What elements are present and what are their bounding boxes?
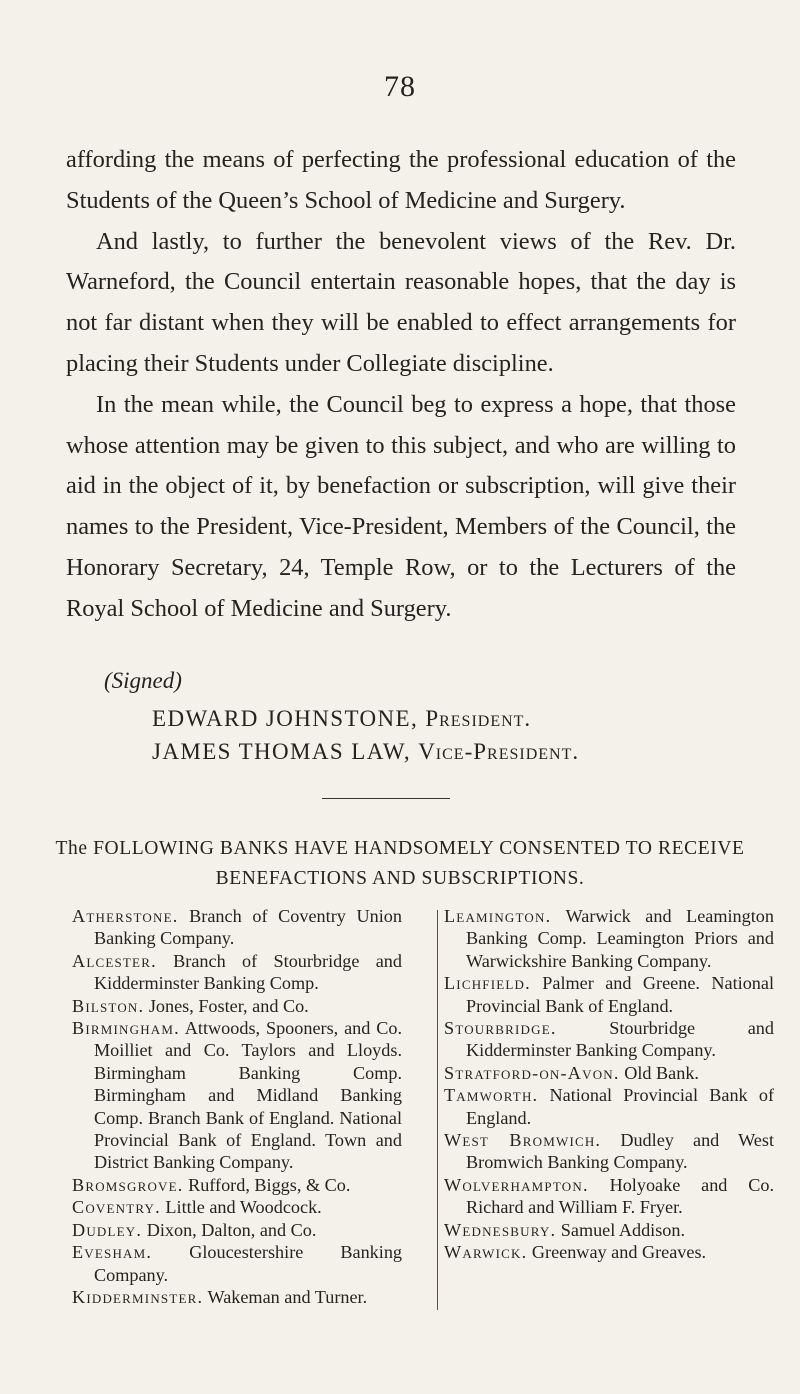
bank-entry bbox=[72, 1241, 402, 1286]
bank-text: Attwoods, Spooners, and Co. Moilliet and Co. Taylors and Lloyds. Birmingham Banking Comp. Birmingham and Midland Banking Comp. Branch Bank of England. National Provincial Bank of England. Town and District Banking Company. bbox=[94, 1018, 402, 1173]
paragraph-3: In the mean while, the Council beg to express a hope, that those whose attention may be given to this subject, and who are willing to aid in the object of it, by benefaction or subscription, will give their names to the President, Vice-President, Members of the Council, the Honorary Secretary, 24, Temple Row, or to the Lecturers of the Royal School of Medicine and Surgery. bbox=[66, 390, 736, 622]
bank-entry bbox=[72, 950, 402, 995]
bank-place: West Bromwich. bbox=[444, 1130, 602, 1151]
bank-place: Kidderminster. bbox=[72, 1286, 204, 1307]
bank-text: Old Bank. bbox=[624, 1062, 699, 1083]
paragraph-2: And lastly, to further the benevolent views of the Rev. Dr. Warneford, the Council entertain reasonable hopes, that the day is not far distant when they will be enabled to effect arrangements for placing their Students under Collegiate discipline. bbox=[66, 227, 736, 377]
bank-place: Lichfield. bbox=[444, 973, 531, 994]
bank-entry bbox=[72, 905, 402, 950]
bank-place: Warwick. bbox=[444, 1242, 528, 1263]
bank-text: Branch of Stourbridge and Kidderminster Banking Comp. bbox=[94, 950, 402, 994]
signatory-name: EDWARD JOHNSTONE, bbox=[152, 706, 419, 731]
signatory-title: Vice-President. bbox=[418, 739, 580, 764]
bank-text: Holyoake and Co. Richard and William F. Fryer. bbox=[466, 1174, 774, 1218]
bank-entry bbox=[444, 1062, 774, 1084]
bank-place: Evesham. bbox=[72, 1242, 153, 1263]
signed-label: (Signed) bbox=[104, 668, 182, 693]
bank-place: Stratford-on-Avon. bbox=[444, 1062, 620, 1083]
column-divider bbox=[437, 910, 438, 1310]
bank-entry bbox=[72, 1017, 402, 1174]
bank-place: Bilston. bbox=[72, 995, 145, 1016]
bank-text: Stourbridge and Kidderminster Banking Company. bbox=[466, 1018, 774, 1061]
banks-left-column bbox=[72, 905, 402, 1308]
bank-place: Dudley. bbox=[72, 1219, 143, 1240]
bank-text: Dudley and West Bromwich Banking Company. bbox=[466, 1130, 774, 1173]
bank-place: Coventry. bbox=[72, 1197, 161, 1218]
bank-entry bbox=[444, 972, 774, 1017]
bank-text: Little and Woodcock. bbox=[165, 1197, 322, 1218]
bank-entry bbox=[72, 1286, 402, 1308]
bank-text: Greenway and Greaves. bbox=[531, 1242, 707, 1263]
bank-place: Stourbridge. bbox=[444, 1018, 557, 1039]
bank-place: Wednesbury. bbox=[444, 1219, 557, 1240]
bank-place: Birmingham. bbox=[72, 1018, 180, 1039]
bank-entry bbox=[444, 1084, 774, 1129]
bank-text: Wakeman and Turner. bbox=[207, 1286, 368, 1307]
signatory-title: President. bbox=[425, 706, 532, 731]
bank-place: Atherstone. bbox=[72, 906, 179, 926]
bank-entry bbox=[72, 1196, 402, 1218]
bank-place: Bromsgrove. bbox=[72, 1174, 184, 1195]
page-number: 78 bbox=[384, 70, 416, 103]
banks-right-column bbox=[444, 905, 774, 1264]
bank-place: Alcester. bbox=[72, 950, 157, 971]
bank-text: Dixon, Dalton, and Co. bbox=[146, 1219, 317, 1240]
bank-entry bbox=[444, 1129, 774, 1174]
body-text bbox=[66, 140, 736, 630]
signatory-president bbox=[152, 706, 531, 732]
bank-entry bbox=[444, 1017, 774, 1062]
bank-text: Gloucestershire Banking Company. bbox=[94, 1242, 403, 1285]
banks-heading: The FOLLOWING BANKS HAVE HANDSOMELY CONSENTED TO RECEIVE BENEFACTIONS AND SUBSCRIPTIONS. bbox=[55, 838, 745, 889]
section-divider bbox=[322, 798, 450, 799]
bank-entry bbox=[72, 1219, 402, 1241]
bank-place: Leamington. bbox=[444, 906, 552, 926]
bank-entry bbox=[72, 1174, 402, 1196]
signatory-name: JAMES THOMAS LAW, bbox=[152, 739, 412, 764]
bank-text: Jones, Foster, and Co. bbox=[148, 995, 309, 1016]
bank-text: National Provincial Bank of England. bbox=[466, 1085, 774, 1128]
bank-text: Branch of Coventry Union Banking Company. bbox=[94, 906, 402, 949]
bank-text: Rufford, Biggs, & Co. bbox=[188, 1174, 351, 1195]
bank-text: Warwick and Leamington Banking Comp. Leamington Priors and Warwickshire Banking Company. bbox=[466, 906, 774, 971]
bank-place: Tamworth. bbox=[444, 1085, 539, 1106]
bank-text: Samuel Addison. bbox=[560, 1219, 686, 1240]
bank-place: Wolverhampton. bbox=[444, 1174, 589, 1195]
bank-entry bbox=[444, 1174, 774, 1219]
bank-entry bbox=[72, 995, 402, 1017]
bank-entry bbox=[444, 905, 774, 972]
bank-entry bbox=[444, 1241, 774, 1263]
bank-text: Palmer and Greene. National Provincial Bank of England. bbox=[466, 973, 775, 1016]
signatory-vice-president bbox=[152, 739, 579, 765]
paragraph-1: affording the means of perfecting the professional education of the Students of the Queen’s School of Medicine and Surgery. bbox=[66, 146, 736, 214]
bank-entry bbox=[444, 1219, 774, 1241]
